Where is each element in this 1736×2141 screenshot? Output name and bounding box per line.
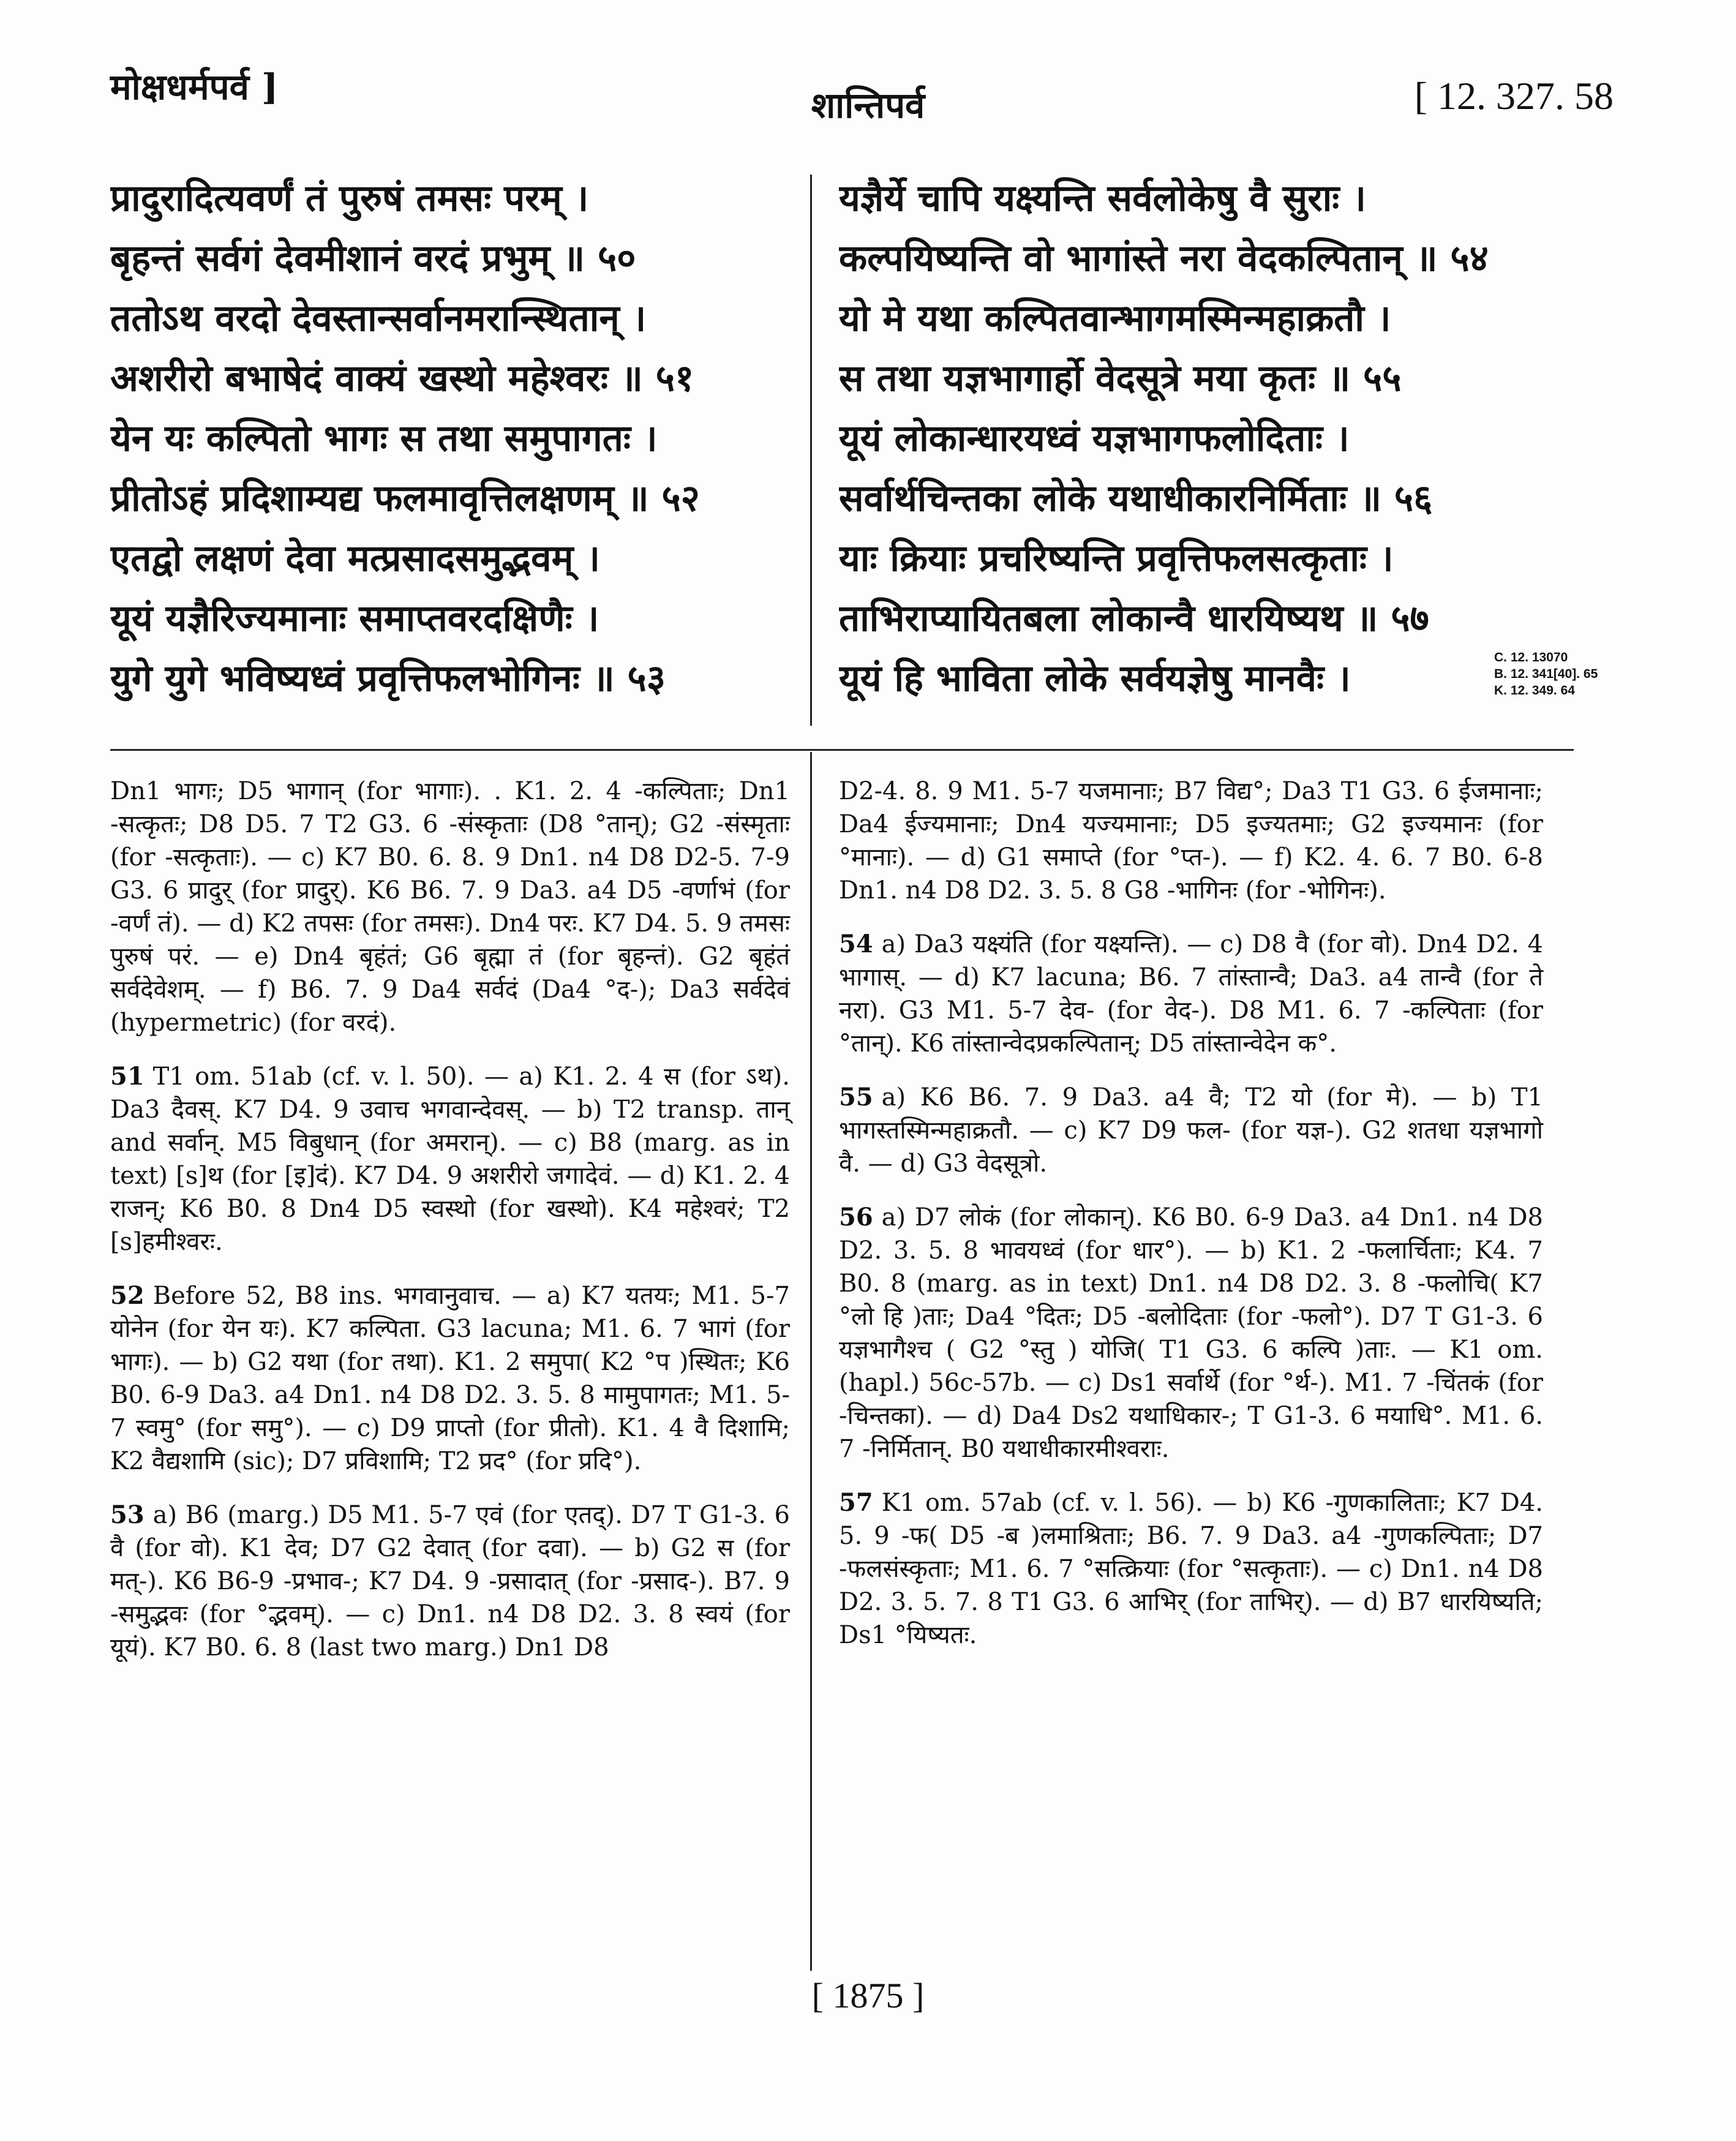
notes-divider (810, 752, 812, 1971)
section-rule (110, 749, 1574, 751)
verse-line: अशरीरो बभाषेदं वाक्यं खस्थो महेश्वरः ॥ ५१ (110, 357, 694, 400)
concordance-line: K. 12. 349. 64 (1494, 683, 1575, 698)
verse-line: एतद्वो लक्षणं देवा मत्प्रसादसमुद्भवम् । (110, 537, 600, 580)
note-verse-number: 55 (839, 1083, 873, 1112)
verse-line: यूयं यज्ञैरिज्यमानाः समाप्तवरदक्षिणैः । (110, 597, 599, 640)
verse-line: प्रीतोऽहं प्रदिशाम्यद्य फलमावृत्तिलक्षणम् ॥ ५२ (110, 477, 700, 520)
note-text: K1 om. 57ab (cf. v. l. 56). — b) K6 -गुणकालिताः; K7 D4. 5. 9 -फ( D5 -ब )लमाश्रिताः; B6. 7. 9 Da3. a4 -गुणकल्पिताः; D7 -फलसंस्कृताः; M1. 6. 7 °सत्क्रियाः (for °सत्कृताः). — c) Dn1. n4 D8 D2. 3. 5. 7. 8 T1 G3. 6 आभिर् (for ताभिर्). — d) B7 धारयिष्यति; Ds1 °यिष्यतः. (839, 1489, 1543, 1649)
apparatus-note (839, 1486, 1543, 1652)
verse-line: येन यः कल्पितो भागः स तथा समुपागतः । (110, 417, 658, 460)
note-text: D2-4. 8. 9 M1. 5-7 यजमानाः; B7 विद्य°; Da3 T1 G3. 6 ईजमानाः; Da4 ईज्यमानाः; Dn4 यज्यमानाः; D5 इज्यतमाः; G2 इज्यमानः (for °मानाः). — d) G1 समाप्ते (for °प्त-). — f) K2. 4. 6. 7 B0. 6-8 Dn1. n4 D8 D2. 3. 5. 8 G8 -भागिनः (for -भोगिनः). (839, 777, 1543, 905)
note-text: Dn1 भागः; D5 भागान् (for भागाः). . K1. 2. 4 -कल्पिताः; Dn1 -सत्कृतः; D8 D5. 7 T2 G3. 6 -संस्कृताः (D8 °तान्); G2 -संस्मृताः (for -सत्कृताः). — c) K7 B0. 6. 8. 9 Dn1. n4 D8 D2-5. 7-9 G3. 6 प्रादुर् (for प्रादुर्). K6 B6. 7. 9 Da3. a4 D5 -वर्णाभं (for -वर्णं तं). — d) K2 तपसः (for तमसः). Dn4 परः. K7 D4. 5. 9 तमसः पुरुषं परं. — e) Dn4 बृहंतं; G6 बृह्मा तं (for बृहन्तं). G2 बृहंतं सर्वदेवेशम्. — f) B6. 7. 9 Da4 सर्वदं (Da4 °द-); Da3 सर्वदेवं (hypermetric) (for वरदं). (110, 777, 790, 1037)
verse-line: ततोऽथ वरदो देवस्तान्सर्वानमरान्स्थितान् । (110, 297, 647, 340)
column-divider (810, 175, 812, 726)
note-verse-number: 52 (110, 1281, 145, 1310)
verse-line: यूयं लोकान्धारयध्वं यज्ञभागफलोदिताः । (839, 417, 1350, 460)
apparatus-note (839, 1201, 1543, 1466)
concordance-line: C. 12. 13070 (1494, 650, 1568, 664)
page-number: [ 1875 ] (811, 1976, 925, 2015)
note-text: Before 52, B8 ins. भगवानुवाच. — a) K7 यतयः; M1. 5-7 योनेन (for येन यः). K7 कल्पिता. G3 lacuna; M1. 6. 7 भागं (for भागः). — b) G2 यथा (for तथा). K1. 2 समुपा( K2 °प )स्थितः; K6 B0. 6-9 Da3. a4 Dn1. n4 D8 D2. 3. 5. 8 मामुपागतः; M1. 5-7 स्वमु° (for समु°). — c) D9 प्राप्तो (for प्रीतो). K1. 4 वै दिशामि; K2 वैद्यशामि (sic); D7 प्रविशामि; T2 प्रद° (for प्रदि°). (110, 1282, 790, 1475)
verse-line: याः क्रियाः प्रचरिष्यन्ति प्रवृत्तिफलसत्कृताः । (839, 537, 1394, 580)
verse-line: प्रादुरादित्यवर्णं तं पुरुषं तमसः परम् । (110, 177, 589, 220)
verse-reference: [ 12. 327. 58 (1414, 74, 1614, 118)
verse-line: यूयं हि भाविता लोके सर्वयज्ञेषु मानवैः । (839, 657, 1351, 700)
note-text: a) Da3 यक्ष्यंति (for यक्ष्यन्ति). — c) D8 वै (for वो). Dn4 D2. 4 भागास्. — d) K7 lacuna; B6. 7 तांस्तान्वै; Da3. a4 तान्वै (for ते नरा). G3 M1. 5-7 देव- (for वेद-). D8 M1. 6. 7 -कल्पिताः (for °तान्). K6 तांस्तान्वेदप्रकल्पितान्; D5 तांस्तान्वेदेन क°. (839, 930, 1543, 1058)
book-title: शान्तिपर्व (811, 85, 925, 126)
note-verse-number: 56 (839, 1203, 873, 1232)
apparatus-note (110, 1499, 790, 1664)
apparatus-note (110, 775, 790, 1039)
note-text: T1 om. 51ab (cf. v. l. 50). — a) K1. 2. 4 स (for ऽथ). Da3 दैवस्. K7 D4. 9 उवाच भगवान्देवस्. — b) T2 transp. तान् and सर्वान्. M5 विबुधान् (for अमरान्). — c) B8 (marg. as in text) [s]थ (for [इ]दं). K7 D4. 9 अशरीरो जगादेवं. — d) K1. 2. 4 राजन्; K6 B0. 8 Dn4 D5 स्वस्थो (for खस्थो). K4 महेश्वरं; T2 [s]हमीश्वरः. (110, 1063, 790, 1256)
note-text: a) K6 B6. 7. 9 Da3. a4 वै; T2 यो (for मे). — b) T1 भागस्तस्मिन्महाक्रतौ. — c) K7 D9 फल- (for यज्ञ-). G2 शतधा यज्ञभागो वै. — d) G3 वेदसूत्रो. (839, 1083, 1543, 1178)
apparatus-note (110, 1279, 790, 1478)
verse-column-left (110, 168, 796, 709)
concordance-references (1494, 649, 1598, 699)
apparatus-note (110, 1060, 790, 1259)
concordance-line: B. 12. 341[40]. 65 (1494, 667, 1598, 681)
apparatus-column-right (839, 775, 1543, 1673)
note-verse-number: 51 (110, 1062, 145, 1091)
verse-line: स तथा यज्ञभागार्हो वेदसूत्रे मया कृतः ॥ ५५ (839, 357, 1402, 400)
apparatus-note (839, 928, 1543, 1060)
note-verse-number: 54 (839, 930, 873, 958)
verse-line: युगे युगे भविष्यध्वं प्रवृत्तिफलभोगिनः ॥ ५३ (110, 657, 666, 700)
verse-line: यो मे यथा कल्पितवान्भागमस्मिन्महाक्रतौ । (839, 297, 1391, 340)
verse-line: कल्पयिष्यन्ति वो भागांस्ते नरा वेदकल्पितान् ॥ ५४ (839, 237, 1489, 280)
note-verse-number: 53 (110, 1500, 145, 1529)
verse-column-right (839, 168, 1500, 709)
verse-line: यज्ञैर्ये चापि यक्ष्यन्ति सर्वलोकेषु वै सुराः । (839, 177, 1366, 220)
note-verse-number: 57 (839, 1488, 873, 1517)
note-text: a) D7 लोकं (for लोकान्). K6 B0. 6-9 Da3. a4 Dn1. n4 D8 D2. 3. 5. 8 भावयध्वं (for धार°). — b) K1. 2 -फलार्चिताः; K4. 7 B0. 8 (marg. as in text) Dn1. n4 D8 D2. 3. 8 -फलोचि( K7 °लो हि )ताः; Da4 °दितः; D5 -बलोदिताः (for -फलो°). D7 T G1-3. 6 यज्ञभागैश्च ( G2 °स्तु ) योजि( T1 G3. 6 कल्पि )ताः. — K1 om. (hapl.) 56c-57b. — c) Ds1 सर्वार्थे (for °र्थ-). M1. 7 -चिंतकं (for -चिन्तका). — d) Da4 Ds2 यथाधिकार-; T G1-3. 6 मयाधि°. M1. 6. 7 -निर्मितान्. B0 यथाधीकारमीश्वराः. (839, 1203, 1543, 1463)
section-title: मोक्षधर्मपर्व ] (110, 66, 279, 108)
verse-line: ताभिराप्यायितबला लोकान्वै धारयिष्यथ ॥ ५७ (839, 597, 1429, 640)
apparatus-column-left (110, 775, 790, 1685)
apparatus-note (839, 1081, 1543, 1180)
apparatus-note (839, 775, 1543, 907)
verse-line: सर्वार्थचिन्तका लोके यथाधीकारनिर्मिताः ॥ ५६ (839, 477, 1433, 520)
note-text: a) B6 (marg.) D5 M1. 5-7 एवं (for एतद्). D7 T G1-3. 6 वै (for वो). K1 देव; D7 G2 देवात् (for दवा). — b) G2 स (for मत्-). K6 B6-9 -प्रभाव-; K7 D4. 9 -प्रसादात् (for -प्रसाद-). B7. 9 -समुद्भवः (for °द्भवम्). — c) Dn1. n4 D8 D2. 3. 8 स्वयं (for यूयं). K7 B0. 6. 8 (last two marg.) Dn1 D8 (110, 1501, 790, 1661)
verse-line: बृहन्तं सर्वगं देवमीशानं वरदं प्रभुम् ॥ ५० (110, 237, 636, 280)
